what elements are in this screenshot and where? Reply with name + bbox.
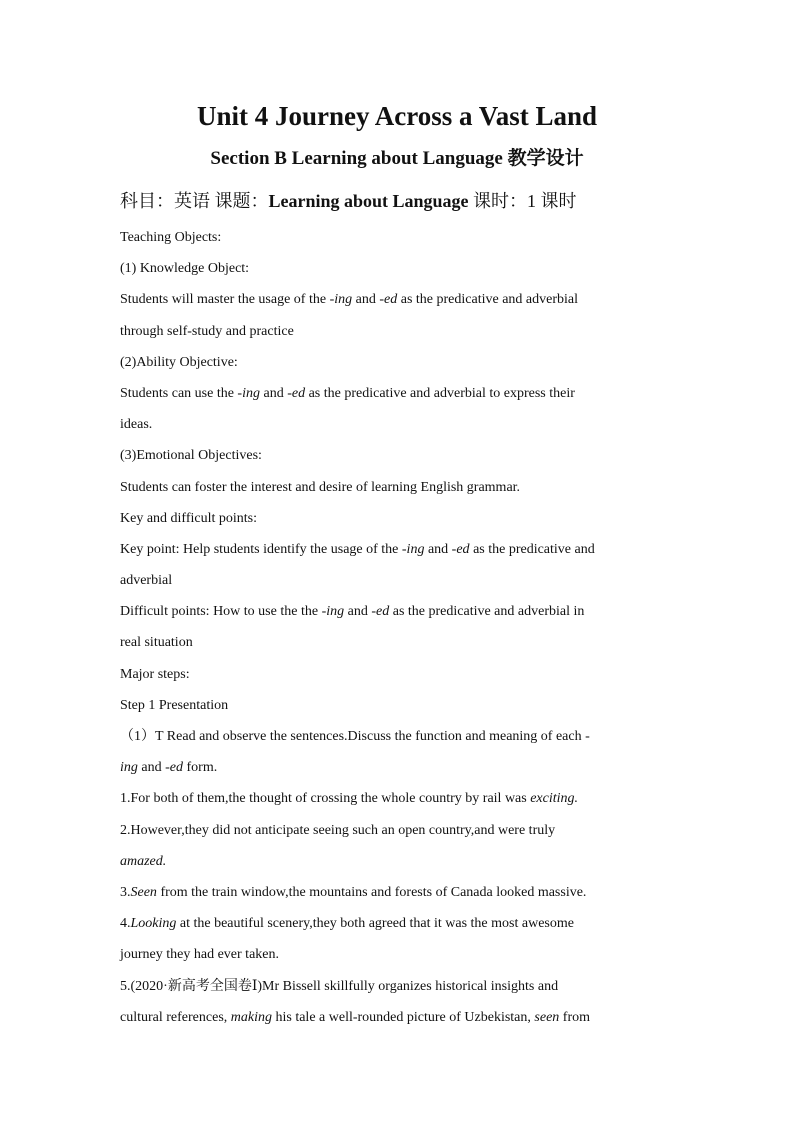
italic-term: exciting. [530,791,579,807]
subject-period: 课时：1 课时 [468,191,577,211]
text-line [120,534,680,565]
text-run: 1.For both of them,the thought of crossing the whole country by rail was [120,791,531,807]
text-run: Students can use the [120,385,238,401]
text-run: 4. [120,916,131,932]
subject-topic: Learning about Language [268,191,469,211]
text-run: Major steps: [120,666,190,682]
document-subtitle: Section B Learning about Language 教学设计 [210,148,584,169]
italic-term: Looking [130,916,177,932]
text-line [120,253,680,284]
text-run: as the predicative and [469,541,595,557]
italic-term: Seen [130,884,157,900]
text-line [120,222,680,253]
text-run: (3)Emotional Objectives: [120,448,262,464]
text-line [120,908,680,939]
text-line [120,472,680,503]
text-run: Students will master the usage of the [120,292,330,308]
text-run: real situation [120,635,193,651]
text-run: and [259,385,288,401]
text-run: cultural references, [120,1009,231,1025]
text-run: Key and difficult points: [120,510,257,526]
text-line [120,596,680,627]
text-line [120,409,680,440]
text-run: at the beautiful scenery,they both agreed that it was the most awesome [176,916,574,932]
italic-term: -ing [401,541,425,557]
text-run: ideas. [120,417,153,433]
text-line [120,1002,680,1033]
document-body [120,222,680,1033]
italic-term: -ing [321,604,345,620]
subject-line [120,187,720,215]
text-run: （1）T Read and observe the sentences.Discuss the function and meaning of each - [120,729,590,744]
text-run: and [137,760,166,776]
text-line [120,971,680,1002]
text-run: 3. [120,884,131,900]
text-run: Step 1 Presentation [120,697,229,713]
text-run: and [352,292,380,308]
text-line [120,815,680,846]
text-run: through self-study and practice [120,323,294,339]
italic-term: -ed [165,760,183,776]
text-line [120,939,680,970]
subject-label: 科目：英语 课题： [120,191,269,211]
text-line [120,783,680,814]
text-run: Students can foster the interest and desire of learning English grammar. [120,479,521,495]
text-run: as the predicative and adverbial [397,292,578,308]
text-line [120,284,680,315]
text-run: (2)Ability Objective: [120,354,238,370]
italic-term: -ed [379,292,398,308]
text-line [120,752,680,783]
text-line [120,565,680,596]
text-run: Teaching Objects: [120,230,222,245]
document-title: Unit 4 Journey Across a Vast Land [196,101,598,131]
italic-term: -ed [451,541,470,557]
italic-term: seen [534,1009,560,1025]
text-line [120,877,680,908]
text-run: journey they had ever taken. [120,947,279,963]
text-line [120,659,680,690]
italic-term: -ing [237,385,260,401]
italic-term: amazed. [120,853,167,869]
italic-term: ing [120,760,138,776]
text-line [120,721,680,752]
text-line [120,846,680,877]
text-run: adverbial [120,573,173,589]
text-run: from [559,1009,591,1025]
text-run: 5.(2020·新高考全国卷Ⅰ)Mr Bissell skillfully organizes historical insights and [120,978,559,994]
text-run: from the train window,the mountains and forests of Canada looked massive. [156,884,587,900]
italic-term: making [230,1009,272,1025]
text-line [120,503,680,534]
text-run: form. [183,760,218,776]
text-run: as the predicative and adverbial to express their [305,385,575,401]
italic-term: -ed [287,385,306,401]
text-run: 2.However,they did not anticipate seeing such an open country,and were truly [120,822,556,838]
text-line [120,690,680,721]
italic-term: -ing [329,292,353,308]
text-line [120,378,680,409]
italic-term: -ed [371,604,390,620]
text-run: Key point: Help students identify the usage of the [120,541,402,557]
text-run: and [344,604,372,620]
text-run: and [424,541,452,557]
text-run: as the predicative and adverbial in [389,604,585,620]
text-run: Difficult points: How to use the the [120,604,322,620]
text-line [120,627,680,658]
text-line [120,347,680,378]
text-run: his tale a well-rounded picture of Uzbekistan, [271,1009,535,1025]
text-line [120,316,680,347]
text-line [120,440,680,471]
text-run: (1) Knowledge Object: [120,261,250,277]
